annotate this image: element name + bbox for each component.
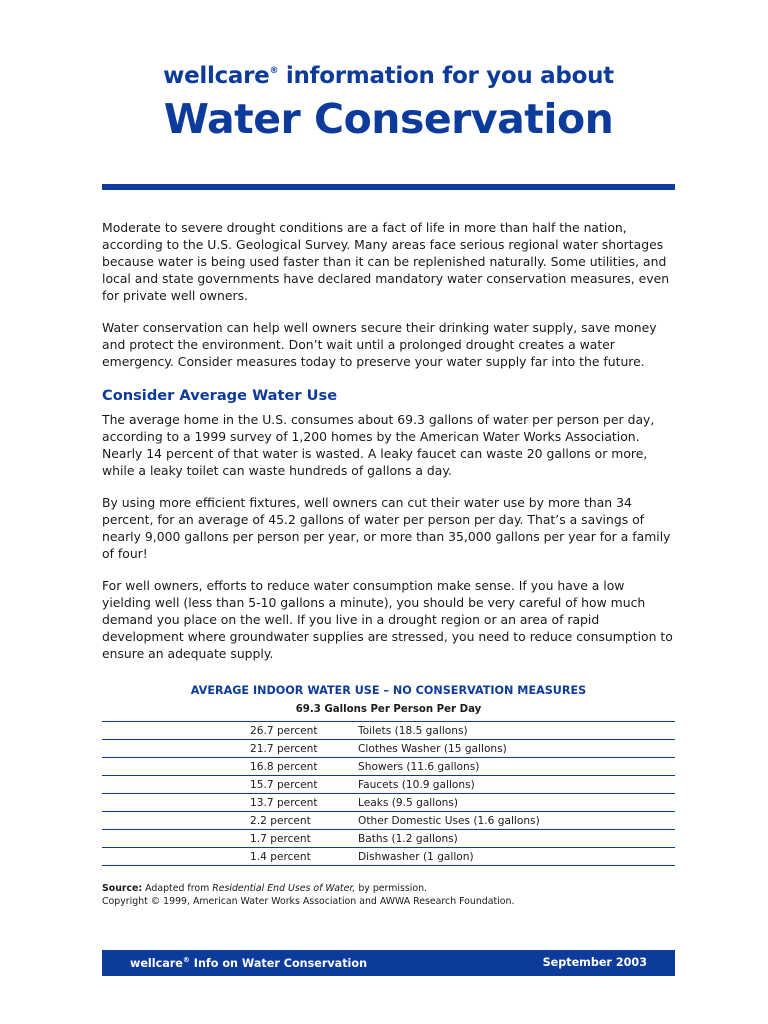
brand-text: wellcare bbox=[163, 63, 270, 89]
table-cell-use: Other Domestic Uses (1.6 gallons) bbox=[358, 812, 675, 830]
table-cell-use: Toilets (18.5 gallons) bbox=[358, 722, 675, 740]
source-line bbox=[102, 882, 675, 895]
table-cell-use: Dishwasher (1 gallon) bbox=[358, 848, 675, 866]
table-row bbox=[102, 812, 675, 830]
page-title: Water Conservation bbox=[163, 95, 614, 143]
document-header bbox=[102, 56, 675, 143]
water-use-table-block bbox=[102, 684, 675, 866]
registered-mark: ® bbox=[269, 66, 279, 76]
table-row bbox=[102, 758, 675, 776]
table-cell-percent: 26.7 percent bbox=[102, 722, 358, 740]
table-cell-percent: 16.8 percent bbox=[102, 758, 358, 776]
table-cell-percent: 13.7 percent bbox=[102, 794, 358, 812]
table-cell-percent: 1.7 percent bbox=[102, 830, 358, 848]
table-cell-percent: 2.2 percent bbox=[102, 812, 358, 830]
table-title: AVERAGE INDOOR WATER USE – NO CONSERVATION MEASURES bbox=[190, 684, 587, 697]
section-paragraph-2: By using more efficient fixtures, well owners can cut their water use by more than 34 percent, for an average of 45.2 gallons of water per person per day. That’s a savings of nearly 9,000 gallons per person per year, or more than 35,000 gallons per year for a family of four! bbox=[102, 495, 671, 561]
source-note bbox=[102, 882, 675, 908]
header-divider bbox=[102, 184, 675, 190]
source-title: Residential End Uses of Water, bbox=[212, 883, 356, 894]
table-row bbox=[102, 722, 675, 740]
table-row bbox=[102, 740, 675, 758]
table-row bbox=[102, 794, 675, 812]
table-row bbox=[102, 776, 675, 794]
header-tagline-line bbox=[102, 56, 675, 91]
footer-label: Info on Water Conservation bbox=[189, 957, 368, 970]
section-paragraph-3: For well owners, efforts to reduce water consumption make sense. If you have a low yielding well (less than 5-10 gallons a minute), you should be very careful of how much demand you place on the well. If you live in a drought region or an area of rapid development where groundwater supplies are stressed, you need to reduce consumption to ensure an adequate supply. bbox=[102, 578, 673, 661]
table-row bbox=[102, 830, 675, 848]
table-subtitle: 69.3 Gallons Per Person Per Day bbox=[295, 704, 482, 715]
footer-brand: wellcare bbox=[130, 957, 183, 970]
table-cell-use: Baths (1.2 gallons) bbox=[358, 830, 675, 848]
water-use-table bbox=[102, 721, 675, 866]
table-cell-percent: 15.7 percent bbox=[102, 776, 358, 794]
table-cell-use: Faucets (10.9 gallons) bbox=[358, 776, 675, 794]
brand-name bbox=[163, 63, 278, 89]
footer-registered-mark: ® bbox=[182, 956, 190, 964]
table-cell-percent: 1.4 percent bbox=[102, 848, 358, 866]
section-heading: Consider Average Water Use bbox=[102, 387, 338, 404]
article-body bbox=[102, 219, 675, 677]
footer-date: September 2003 bbox=[542, 956, 647, 969]
source-text-before: Adapted from bbox=[142, 883, 213, 894]
source-text-after: by permission. bbox=[355, 883, 427, 894]
header-tagline: information for you about bbox=[285, 63, 614, 89]
source-label: Source: bbox=[102, 883, 143, 894]
intro-paragraph-2: Water conservation can help well owners secure their drinking water supply, save money and protect the environment. Don’t wait until a prolonged drought creates a water emergency. Consider measures today to preserve your water supply far into the future. bbox=[102, 320, 657, 369]
copyright-line: Copyright © 1999, American Water Works Association and AWWA Research Foundation. bbox=[102, 896, 515, 907]
table-cell-percent: 21.7 percent bbox=[102, 740, 358, 758]
section-paragraph-1: The average home in the U.S. consumes about 69.3 gallons of water per person per day, according to a 1999 survey of 1,200 homes by the American Water Works Association. Nearly 14 percent of that water is wasted. A leaky faucet can waste 20 gallons or more, while a leaky toilet can waste hundreds of gallons a day. bbox=[102, 412, 655, 478]
table-cell-use: Leaks (9.5 gallons) bbox=[358, 794, 675, 812]
table-cell-use: Clothes Washer (15 gallons) bbox=[358, 740, 675, 758]
intro-paragraph-1: Moderate to severe drought conditions are a fact of life in more than half the nation, according to the U.S. Geological Survey. Many areas face serious regional water shortages because water is being used faster than it can be replenished naturally. Some utilities, and local and state governments have declared mandatory water conservation measures, even for private well owners. bbox=[102, 220, 670, 303]
table-cell-use: Showers (11.6 gallons) bbox=[358, 758, 675, 776]
footer-bar bbox=[102, 950, 675, 976]
table-row bbox=[102, 848, 675, 866]
footer-title bbox=[130, 956, 367, 970]
